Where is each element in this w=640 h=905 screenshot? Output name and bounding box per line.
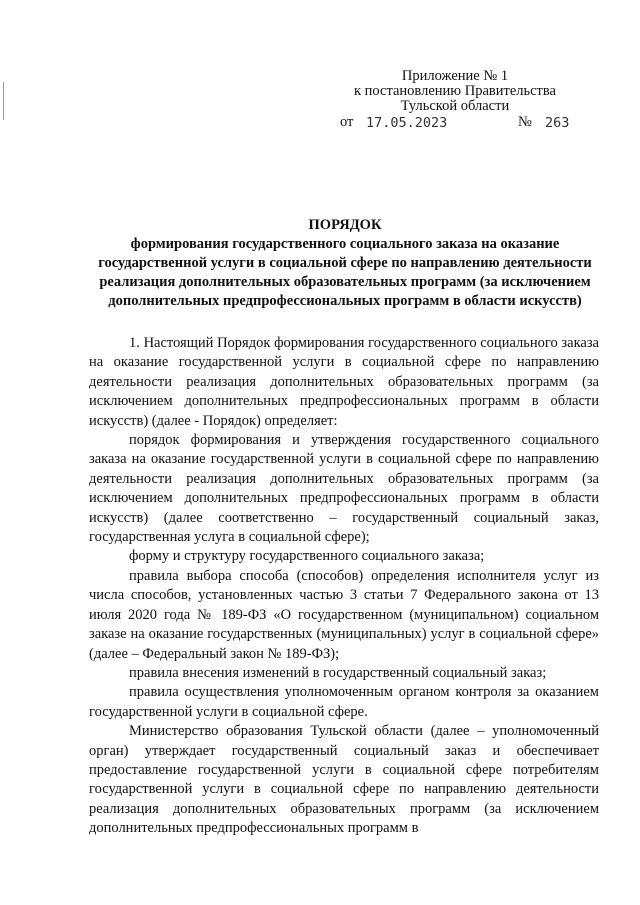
decree-number: 263 — [545, 115, 570, 131]
document-body — [89, 334, 599, 839]
appendix-line-2: к постановлению Правительства — [354, 83, 556, 99]
paragraph: форму и структуру государственного социального заказа; — [129, 548, 485, 565]
document-title — [90, 216, 600, 311]
date-label: от — [340, 114, 354, 130]
paragraph: правила выбора способа (способов) определения исполнителя услуг из числа способов, установленных частью 3 статьи 7 Федерального закона от 13 июля 2020 года № 189-ФЗ «О государственном (муниципальном) социальном заказе на оказание государственных (муниципальных) услуг в социальной сфере» (далее – Федеральный закон № 189-ФЗ); — [89, 567, 599, 662]
decree-date: 17.05.2023 — [366, 115, 448, 131]
paragraph: Министерство образования Тульской области (далее – уполномоченный орган) утверждает государственный социальный заказ и обеспечивает предоставление государственной услуги в социальной сфере потребителям государственной услуги в социальной сфере по направлению деятельности реализация дополнительных образовательных программ (за исключением дополнительных предпрофессиональных программ в — [89, 723, 599, 837]
appendix-header — [330, 69, 580, 114]
appendix-line-1: Приложение № 1 — [401, 68, 509, 84]
paragraph: порядок формирования и утверждения государственного социального заказа на оказание государственной услуги в социальной сфере по направлению деятельности реализация дополнительных образовательных программ (за исключением дополнительных предпрофессиональных программ в области искусств) (далее соответственно – государственный социальный заказ, государственная услуга в социальной сфере); — [89, 432, 599, 546]
title-heading: ПОРЯДОК — [308, 217, 382, 233]
appendix-line-3: Тульской области — [400, 98, 510, 114]
title-subtitle: формирования государственного социального заказа на оказание государственной услуги в социальной сфере по направлению деятельности реализация дополнительных образовательных программ (за исключением дополнительных предпрофессиональных программ в области искусств) — [98, 236, 592, 309]
scan-edge-mark — [3, 82, 4, 120]
number-label: № — [518, 114, 532, 130]
paragraph: 1. Настоящий Порядок формирования государственного социального заказа на оказание государственной услуги в социальной сфере по направлению деятельности реализация дополнительных образовательных программ (за исключением дополнительных предпрофессиональных программ в области искусств) (далее - Порядок) определяет: — [89, 335, 599, 429]
paragraph: правила осуществления уполномоченным органом контроля за оказанием государственной услуги в социальной сфере. — [89, 684, 599, 720]
paragraph: правила внесения изменений в государственный социальный заказ; — [129, 664, 547, 681]
